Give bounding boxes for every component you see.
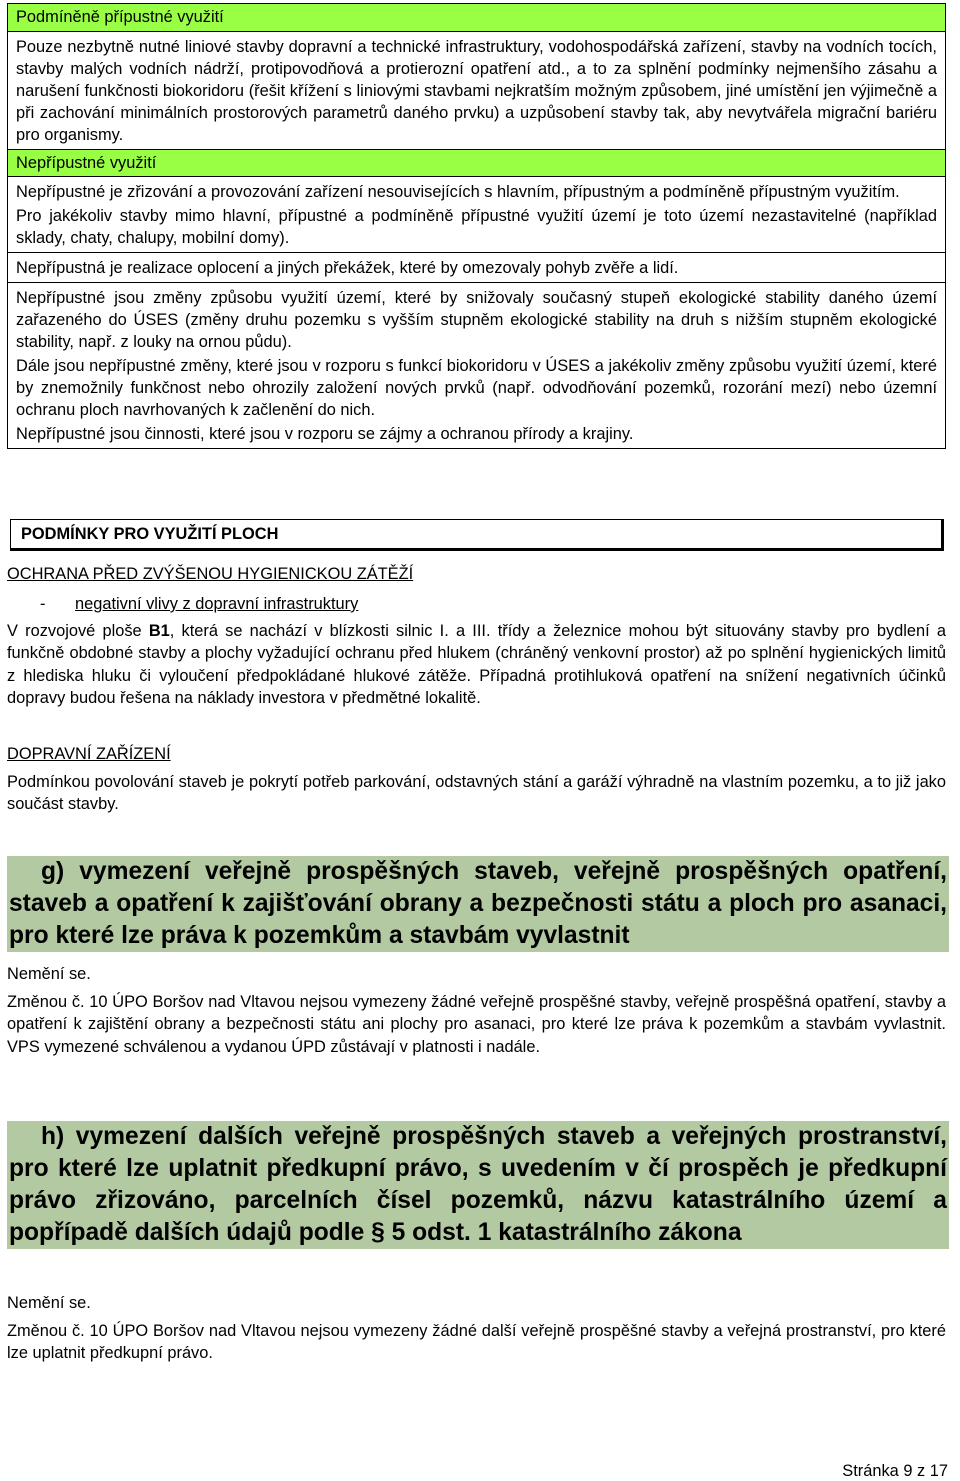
page-number: Stránka 9 z 17 [842,1462,948,1480]
inadmissible-p2: Pro jakékoliv stavby mimo hlavní, přípustné a podmíněně přípustné využití území je toto území nezastavitelné (například sklady, chaty, chalupy, mobilní domy). [16,207,937,247]
section-h-text: Změnou č. 10 ÚPO Boršov nad Vltavou nejsou vymezeny žádné další veřejně prospěšné stavby a veřejná prostranství, pro které lze uplatnit předkupní právo. [7,1322,946,1363]
section-h-heading [7,1121,949,1249]
section-g-heading [7,856,949,952]
inadmissible-use-heading: Nepřípustné využití [8,149,945,177]
inadmissible-p6: Nepřípustné jsou činnosti, které jsou v rozporu se zájmy a ochranou přírody a krajiny. [16,425,634,443]
hygiene-paragraph [7,620,946,710]
area-code: B1 [148,622,170,640]
transport-impact-item: negativní vlivy z dopravní infrastruktury [75,595,359,613]
inadmissible-p1: Nepřípustné je zřizování a provozování zařízení nesouvisejících s hlavním, přípustným a podmíněně přípustným využitím. [16,183,900,201]
inadmissible-use-cell-2 [8,252,945,282]
conditional-use-cell [8,32,945,149]
inadmissible-use-cell-3 [8,282,945,448]
hygiene-heading: OCHRANA PŘED ZVÝŠENOU HYGIENICKOU ZÁTĚŽÍ [7,565,414,583]
transport-heading: DOPRAVNÍ ZAŘÍZENÍ [7,745,171,763]
inadmissible-p5: Dále jsou nepřípustné změny, které jsou v rozporu s funkcí biokoridoru v ÚSES a jakékoliv změny způsobu využití území, které by znemožnily funkčnost nebo ohrozily založení nových prvků (např. odvodňování pozemků, rozorání mezí) nebo územní ochranu ploch navrhovaných k začlenění do nich. [16,357,937,419]
inadmissible-p4: Nepřípustné jsou změny způsobu využití území, které by snižovaly současný stupeň ekologické stability daného území zařazeného do ÚSES (změny druhu pozemku s vyšším stupněm ekologické stability na druh s nižším stupněm ekologické stability, např. z louky na ornou půdu). [16,289,937,351]
usage-conditions-table [7,3,946,449]
conditional-use-heading: Podmíněně přípustné využití [8,4,945,32]
hygiene-text-before: V rozvojové ploše [7,622,149,640]
hygiene-text-after: , která se nachází v blízkosti silnic I. a III. třídy a železnice mohou být situovány stavby pro bydlení a funkčně obdobné stavby a plochy vyžadující ochranu před hlukem (chráněný venkovní prostor) až po splnění hygienických limitů z hlediska hluku či vyloučení předpokládané hlukové zátěže. Případná protihluková opatření na snížení negativních účinků dopravy budou řešena na náklady investora v předmětné lokalitě. [7,622,946,708]
conditional-use-text: Pouze nezbytně nutné liniové stavby dopravní a technické infrastruktury, vodohospodářská zařízení, stavby na vodních tocích, stavby malých vodních nádrží, protipovodňová a protierozní opatření atd., a to za splnění podmínky nejmenšího zásahu a narušení funkčnosti biokoridoru (řešit křížení s liniovými stavbami nejkratším možným způsobem, jiné umístění jen výjimečně a při zachování minimálních prostorových parametrů daného prvku) a uzpůsobení stavby tak, aby nevytvářela migrační bariéru pro organismy. [16,38,937,144]
section-h-heading-text: h) vymezení dalších veřejně prospěšných staveb a veřejných prostranství, pro které lze uplatnit předkupní právo, s uvedením v čí prospěch je předkupní právo zřizováno, parcelních čísel pozemků, názvu katastrálního území a popřípadě dalších údajů podle § 5 odst. 1 katastrálního zákona [9,1123,947,1246]
section-g-text: Změnou č. 10 ÚPO Boršov nad Vltavou nejsou vymezeny žádné veřejně prospěšné stavby, veřejně prospěšná opatření, stavby a opatření k zajištění obrany a bezpečnosti státu ani plochy pro asanaci, pro které lze práva k pozemkům a stavbám vyvlastnit. VPS vymezené schválenou a vydanou ÚPD zůstávají v platnosti i nadále. [7,993,946,1056]
section-g-heading-text: g) vymezení veřejně prospěšných staveb, veřejně prospěšných opatření, staveb a opatření k zajišťování obrany a bezpečnosti státu a ploch pro asanaci, pro které lze práva k pozemkům a stavbám vyvlastnit [9,858,947,949]
conditions-title: PODMÍNKY PRO VYUŽITÍ PLOCH [10,519,944,551]
section-h-status: Nemění se. [7,1294,91,1312]
transport-paragraph: Podmínkou povolování staveb je pokrytí potřeb parkování, odstavných stání a garáží výhradně na vlastním pozemku, a to již jako součást stavby. [7,773,946,814]
inadmissible-use-cell-1 [8,177,945,252]
list-dash: - [40,595,46,613]
section-g-status: Nemění se. [7,965,91,983]
inadmissible-p3: Nepřípustná je realizace oplocení a jiných překážek, které by omezovaly pohyb zvěře a lidí. [16,259,679,277]
